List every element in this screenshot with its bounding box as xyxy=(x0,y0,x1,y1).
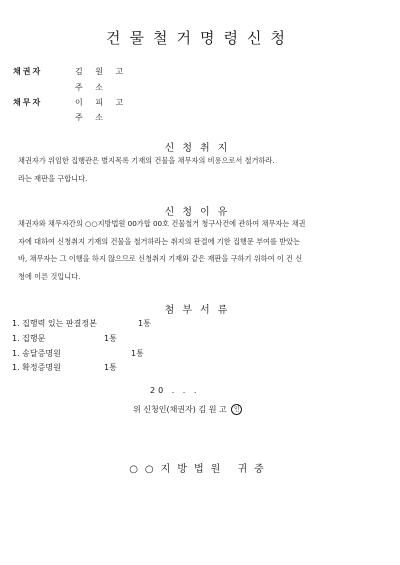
party-value: 김 원 고 xyxy=(75,67,129,76)
reason-line: 채권자와 채무자간의 ○○지방법원 00가합 00호 건물철거 청구사건에 관하여 채무자는 채권 xyxy=(18,219,306,228)
attachment-name: 1. 집행문 xyxy=(12,334,46,343)
party-row xyxy=(0,66,400,78)
attachment-item xyxy=(0,362,400,374)
court-addressee: ○○지방법원 귀중 xyxy=(129,464,271,475)
seal-mark: 인 xyxy=(231,404,242,415)
purpose-line: 라는 재판을 구합니다. xyxy=(18,173,88,183)
attachment-qty: 1통 xyxy=(138,319,151,328)
date-line: 20 . . . xyxy=(150,386,200,395)
attachment-item xyxy=(0,318,400,330)
attachment-qty: 1통 xyxy=(104,363,117,372)
party-row xyxy=(0,112,400,124)
party-row xyxy=(0,97,400,109)
purpose-text xyxy=(18,152,382,187)
signature-line xyxy=(133,404,242,415)
attachment-name: 1. 확정증명원 xyxy=(12,363,61,372)
purpose-line: 채권자가 위임한 집행관은 별지목록 기재의 건물을 채무자의 비용으로서 철거하라. xyxy=(18,156,275,165)
attachment-qty: 1통 xyxy=(131,349,144,358)
attachment-qty: 1통 xyxy=(104,334,117,343)
attachment-name: 1. 집행력 있는 판결정본 xyxy=(12,319,97,328)
reason-line: 바, 채무자는 그 이행을 하지 않으므로 신청취지 기재와 같은 재판을 구하기 위하여 이 건 신 xyxy=(18,254,303,263)
purpose-heading: 신청취지 xyxy=(164,143,236,154)
reason-heading: 신청이유 xyxy=(164,207,236,218)
document-title: 건물철거명령신청 xyxy=(106,29,294,47)
attachment-item xyxy=(0,333,400,345)
attachment-item xyxy=(0,348,400,360)
party-value: 주 소 xyxy=(75,83,108,92)
reason-text xyxy=(18,215,382,285)
party-value: 주 소 xyxy=(75,113,108,122)
party-value: 이 피 고 xyxy=(75,98,129,107)
party-label: 채무자 xyxy=(13,98,43,107)
party-row xyxy=(0,82,400,94)
attachment-name: 1. 송달증명원 xyxy=(12,349,61,358)
signature-text: 위 신청인(채권자) 김 원 고 xyxy=(133,405,227,414)
party-label: 채권자 xyxy=(13,67,43,76)
attachments-heading: 첨부서류 xyxy=(164,305,236,316)
reason-line: 자에 대하여 신청취지 기재의 건물을 철거하라는 취지의 판결에 기한 집행문 부여를 받았는 xyxy=(18,236,301,246)
reason-line: 청에 이른 것입니다. xyxy=(18,271,81,281)
